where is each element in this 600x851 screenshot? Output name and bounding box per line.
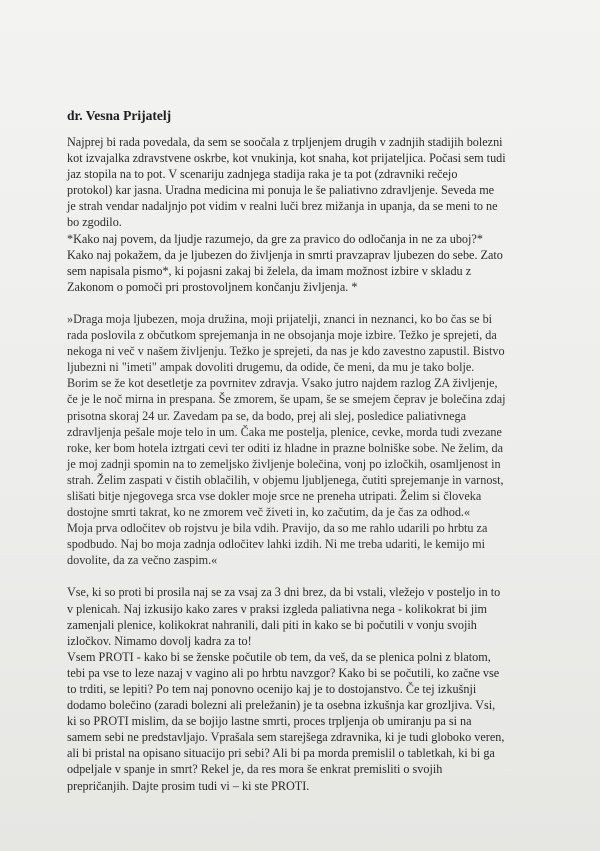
text-line: samem sebi ne predstavljajo. Vprašala sem starejšega zdravnika, ki je tudi globoko veren,	[67, 730, 505, 745]
text-line: v plenicah. Naj izkusijo kako zares v praksi izgleda paliativna nega - kolikokrat bi jim	[67, 601, 487, 616]
text-line: prisotna skoraj 24 ur. Zavedam pa se, da bodo, prej ali slej, posledice paliativnega	[67, 408, 467, 423]
text-line: ki so PROTI mislim, da se bojijo lastne smrti, proces trpljenja ob umiranju pa si na	[67, 714, 472, 729]
text-line: dodamo bolečino (zaradi bolezni ali preležanin) je ta osebna izkušnja kar grozljiva. Vsi,	[67, 698, 496, 713]
text-line: ali bi pristal na opisano situacijo pri sebi? Ali bi pa morda premislil o tabletkah, ki bi ga	[67, 746, 495, 761]
text-line: Kako naj pokažem, da je ljubezen do življenja in smrti pravzaprav ljubezen do sebe. Zato	[67, 247, 503, 262]
text-line: kot izvajalka zdravstvene oskrbe, kot vnukinja, kot snaha, kot prijateljica. Počasi sem tudi	[67, 151, 506, 166]
text-line: strah. Želim zaspati v čistih oblačilih, v objemu ljubljenega, čutiti sprejemanje in varnost,	[67, 472, 504, 487]
text-line: *Kako naj povem, da ljudje razumejo, da gre za pravico do odločanja in ne za uboj?*	[67, 231, 483, 246]
text-line: roke, ker bom hotela iztrgati cevi ter oditi iz hladne in prazne bolniške sobe. Ne želim, da	[67, 440, 504, 455]
paragraph-intro	[67, 134, 547, 295]
text-line: ljubezni ni "imeti" ampak dovoliti drugemu, da odide, če meni, da mu je tako bolje.	[67, 360, 475, 375]
text-line: Moja prva odločitev ob rojstvu je bila vdih. Pravijo, da so me rahlo udarili po hrbtu za	[67, 521, 488, 536]
text-line: Zakonom o pomoči pri prostovoljnem končanju življenja. *	[67, 279, 358, 294]
text-line: sem napisala pismo*, ki pojasni zakaj bi želela, da imam možnost izbire v skladu z	[67, 263, 472, 278]
text-line: protokol) kar jasna. Uradna medicina mi ponuja le še paliativno zdravljenje. Seveda me	[67, 183, 495, 198]
text-line: bo zgodilo.	[67, 215, 122, 230]
text-line: nekoga ni več v našem življenju. Težko je sprejeti, da nas je kdo zavestno zapustil. Bistvo	[67, 344, 505, 359]
text-line: spodbudo. Naj bo moja zadnja odločitev lahki izdih. Ni me treba udariti, le kemijo mi	[67, 537, 485, 552]
text-line: dostojne smrti takrat, ko ne zmorem več živeti in, ko začutim, da je čas za odhod.«	[67, 505, 471, 520]
text-line: je strah vendar nadaljnjo pot vidim v realni luči brez mižanja in upanja, da se meni to ne	[67, 199, 498, 214]
paragraph-gap	[67, 295, 547, 311]
paragraph-gap	[67, 568, 547, 584]
text-line: Borim se že kot desetletje za povrnitev zdravja. Vsako jutro najdem razlog ZA življenje,	[67, 376, 498, 391]
text-line: odpeljale v spanje in smrt? Rekel je, da res mora še enkrat premisliti o svojih	[67, 762, 443, 777]
text-line: izločkov. Nimamo dovolj kadra za to!	[67, 633, 252, 648]
text-line: Najprej bi rada povedala, da sem se soočala z trpljenjem drugih v zadnjih stadijih bolezni	[67, 135, 503, 149]
document-body	[67, 107, 547, 794]
text-line: če je le noč mirna in prespana. Še zmorem, še upam, še se smejem čeprav je bolečina zdaj	[67, 392, 506, 407]
text-line: je moj zadnji spomin na to zemeljsko življenje bolečina, vonj po izločkih, osamljenost in	[67, 456, 501, 471]
text-line: tebi pa vse to leze nazaj v vagino ali po hrbtu navzgor? Kako bi se počutili, ko začne vse	[67, 665, 500, 680]
text-line: slišati bitje njegovega srca vse dokler moje srce ne preneha utripati. Želim si človeka	[67, 488, 482, 503]
author-heading: dr. Vesna Prijatelj	[67, 108, 172, 123]
paragraph-letter	[67, 311, 547, 569]
text-line: rada poslovila z občutkom sprejemanja in ne obsojanja moje izbire. Težko je sprejeti, da	[67, 328, 497, 343]
text-line: dovolite, da za večno zaspim.«	[67, 553, 218, 568]
text-line: prepričanjih. Dajte prosim tudi vi – ki ste PROTI.	[67, 778, 310, 793]
text-line: Vsem PROTI - kako bi se ženske počutile ob tem, da veš, da se plenica polni z blatom,	[67, 649, 491, 664]
paragraph-closing	[67, 584, 547, 793]
text-line: zamenjali plenice, kolikokrat nahranili, dali piti in kako se bi počutili v vonju svojih	[67, 617, 477, 632]
text-line: »Draga moja ljubezen, moja družina, moji prijatelji, znanci in neznanci, ko bo čas se bi	[67, 311, 493, 326]
text-line: to trditi, se lepiti? Po tem naj ponovno ocenijo kaj je to dostojanstvo. Če tej izkušnji	[67, 682, 477, 696]
text-line: zdravljenja pešale moje telo in um. Čaka me postelja, plenice, cevke, morda tudi zvezane	[67, 424, 502, 439]
text-line: jaz stopila na to pot. V scenariju zadnjega stadija raka je ta pot (zdravniki rečejo	[67, 167, 458, 182]
text-line: Vse, ki so proti bi prosila naj se za vsaj za 3 dni brez, da bi vstali, vležejo v posteljo in to	[67, 585, 501, 600]
